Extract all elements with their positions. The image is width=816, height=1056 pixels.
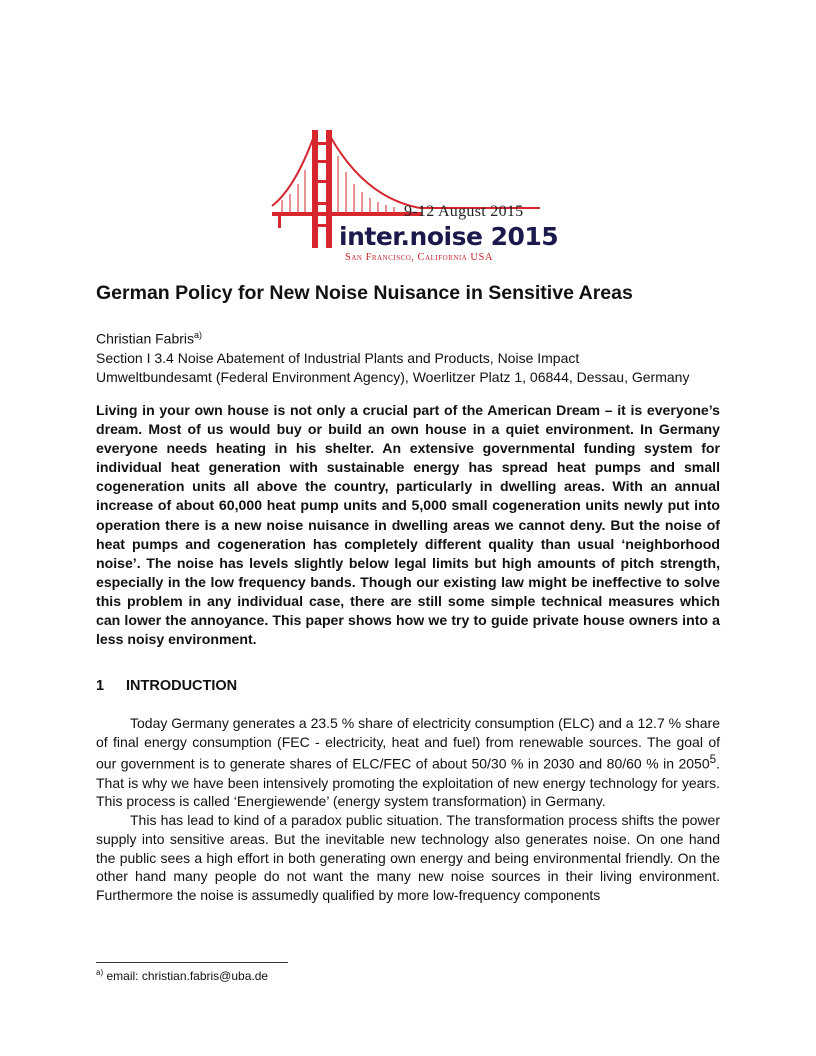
- footnote: [96, 968, 268, 983]
- footnote-marker: a): [96, 968, 104, 977]
- section-title: INTRODUCTION: [126, 678, 238, 694]
- conference-date: 9-12 August 2015: [404, 203, 524, 220]
- author-note-marker: a): [194, 330, 203, 340]
- author-line: [96, 326, 736, 349]
- author-name: Christian Fabris: [96, 330, 195, 347]
- affiliation-line-1: Section I 3.4 Noise Abatement of Industrial Plants and Products, Noise Impact: [96, 349, 580, 366]
- reference-marker: 5: [709, 753, 717, 767]
- paragraph-text: Today Germany generates a 23.5 % share of electricity consumption (ELC) and a 12.7 % share of final energy consumption (FEC - electricity, heat and fuel) from renewable sources. The goal of our government is to generate shares of ELC/FEC of about 50/30 % in 2030 and 80/60 % in 2050: [96, 715, 720, 773]
- conference-name: inter.noise 2015: [339, 222, 559, 251]
- section-heading: [96, 678, 237, 694]
- author-block: [96, 326, 736, 387]
- paragraph: This has lead to kind of a paradox public situation. The transformation process shifts the power supply into sensitive areas. But the inevitable new technology also generates noise. On one hand the public sees a high effort in both generating own energy and being environmental friendly. On the other hand many people do not want the many new noise sources in their living environment. Furthermore the noise is assumedly qualified by more low-frequency components: [96, 812, 720, 903]
- paragraph: [96, 714, 720, 811]
- paragraph-text: . That is why we have been intensively promoting the exploitation of new energy technology for years. This process is called ‘Energiewende’ (energy system transformation) in Germany.: [96, 756, 720, 810]
- footnote-rule: [96, 962, 288, 963]
- affiliation-line-2: Umweltbundesamt (Federal Environment Agency), Woerlitzer Platz 1, 06844, Dessau, Germany: [96, 368, 690, 385]
- footnote-text: email: christian.fabris@uba.de: [106, 969, 269, 983]
- conference-location: San Francisco, California USA: [345, 252, 493, 263]
- section-number: 1: [96, 678, 105, 694]
- body-text: [96, 714, 720, 905]
- paper-title: German Policy for New Noise Nuisance in Sensitive Areas: [96, 282, 633, 304]
- abstract: Living in your own house is not only a crucial part of the American Dream – it is everyone’s dream. Most of us would buy or build an own house in a quiet environment. In Germany everyone needs heating in his shelter. An extensive governmental funding system for individual heat generation with sustainable energy has spread heat pumps and small cogeneration units all above the country, particularly in dwelling areas. With an annual increase of about 60,000 heat pump units and 5,000 small cogeneration units newly put into operation there is a new noise nuisance in dwelling areas we cannot deny. But the noise of heat pumps and cogeneration has completely different quality than usual ‘neighborhood noise’. The noise has levels slightly below legal limits but high amounts of pitch strength, especially in the low frequency bands. Though our existing law might be ineffective to solve this problem in any individual case, there are still some simple technical measures which can lower the annoyance. This paper shows how we try to guide private house owners into a less noisy environment.: [96, 402, 720, 648]
